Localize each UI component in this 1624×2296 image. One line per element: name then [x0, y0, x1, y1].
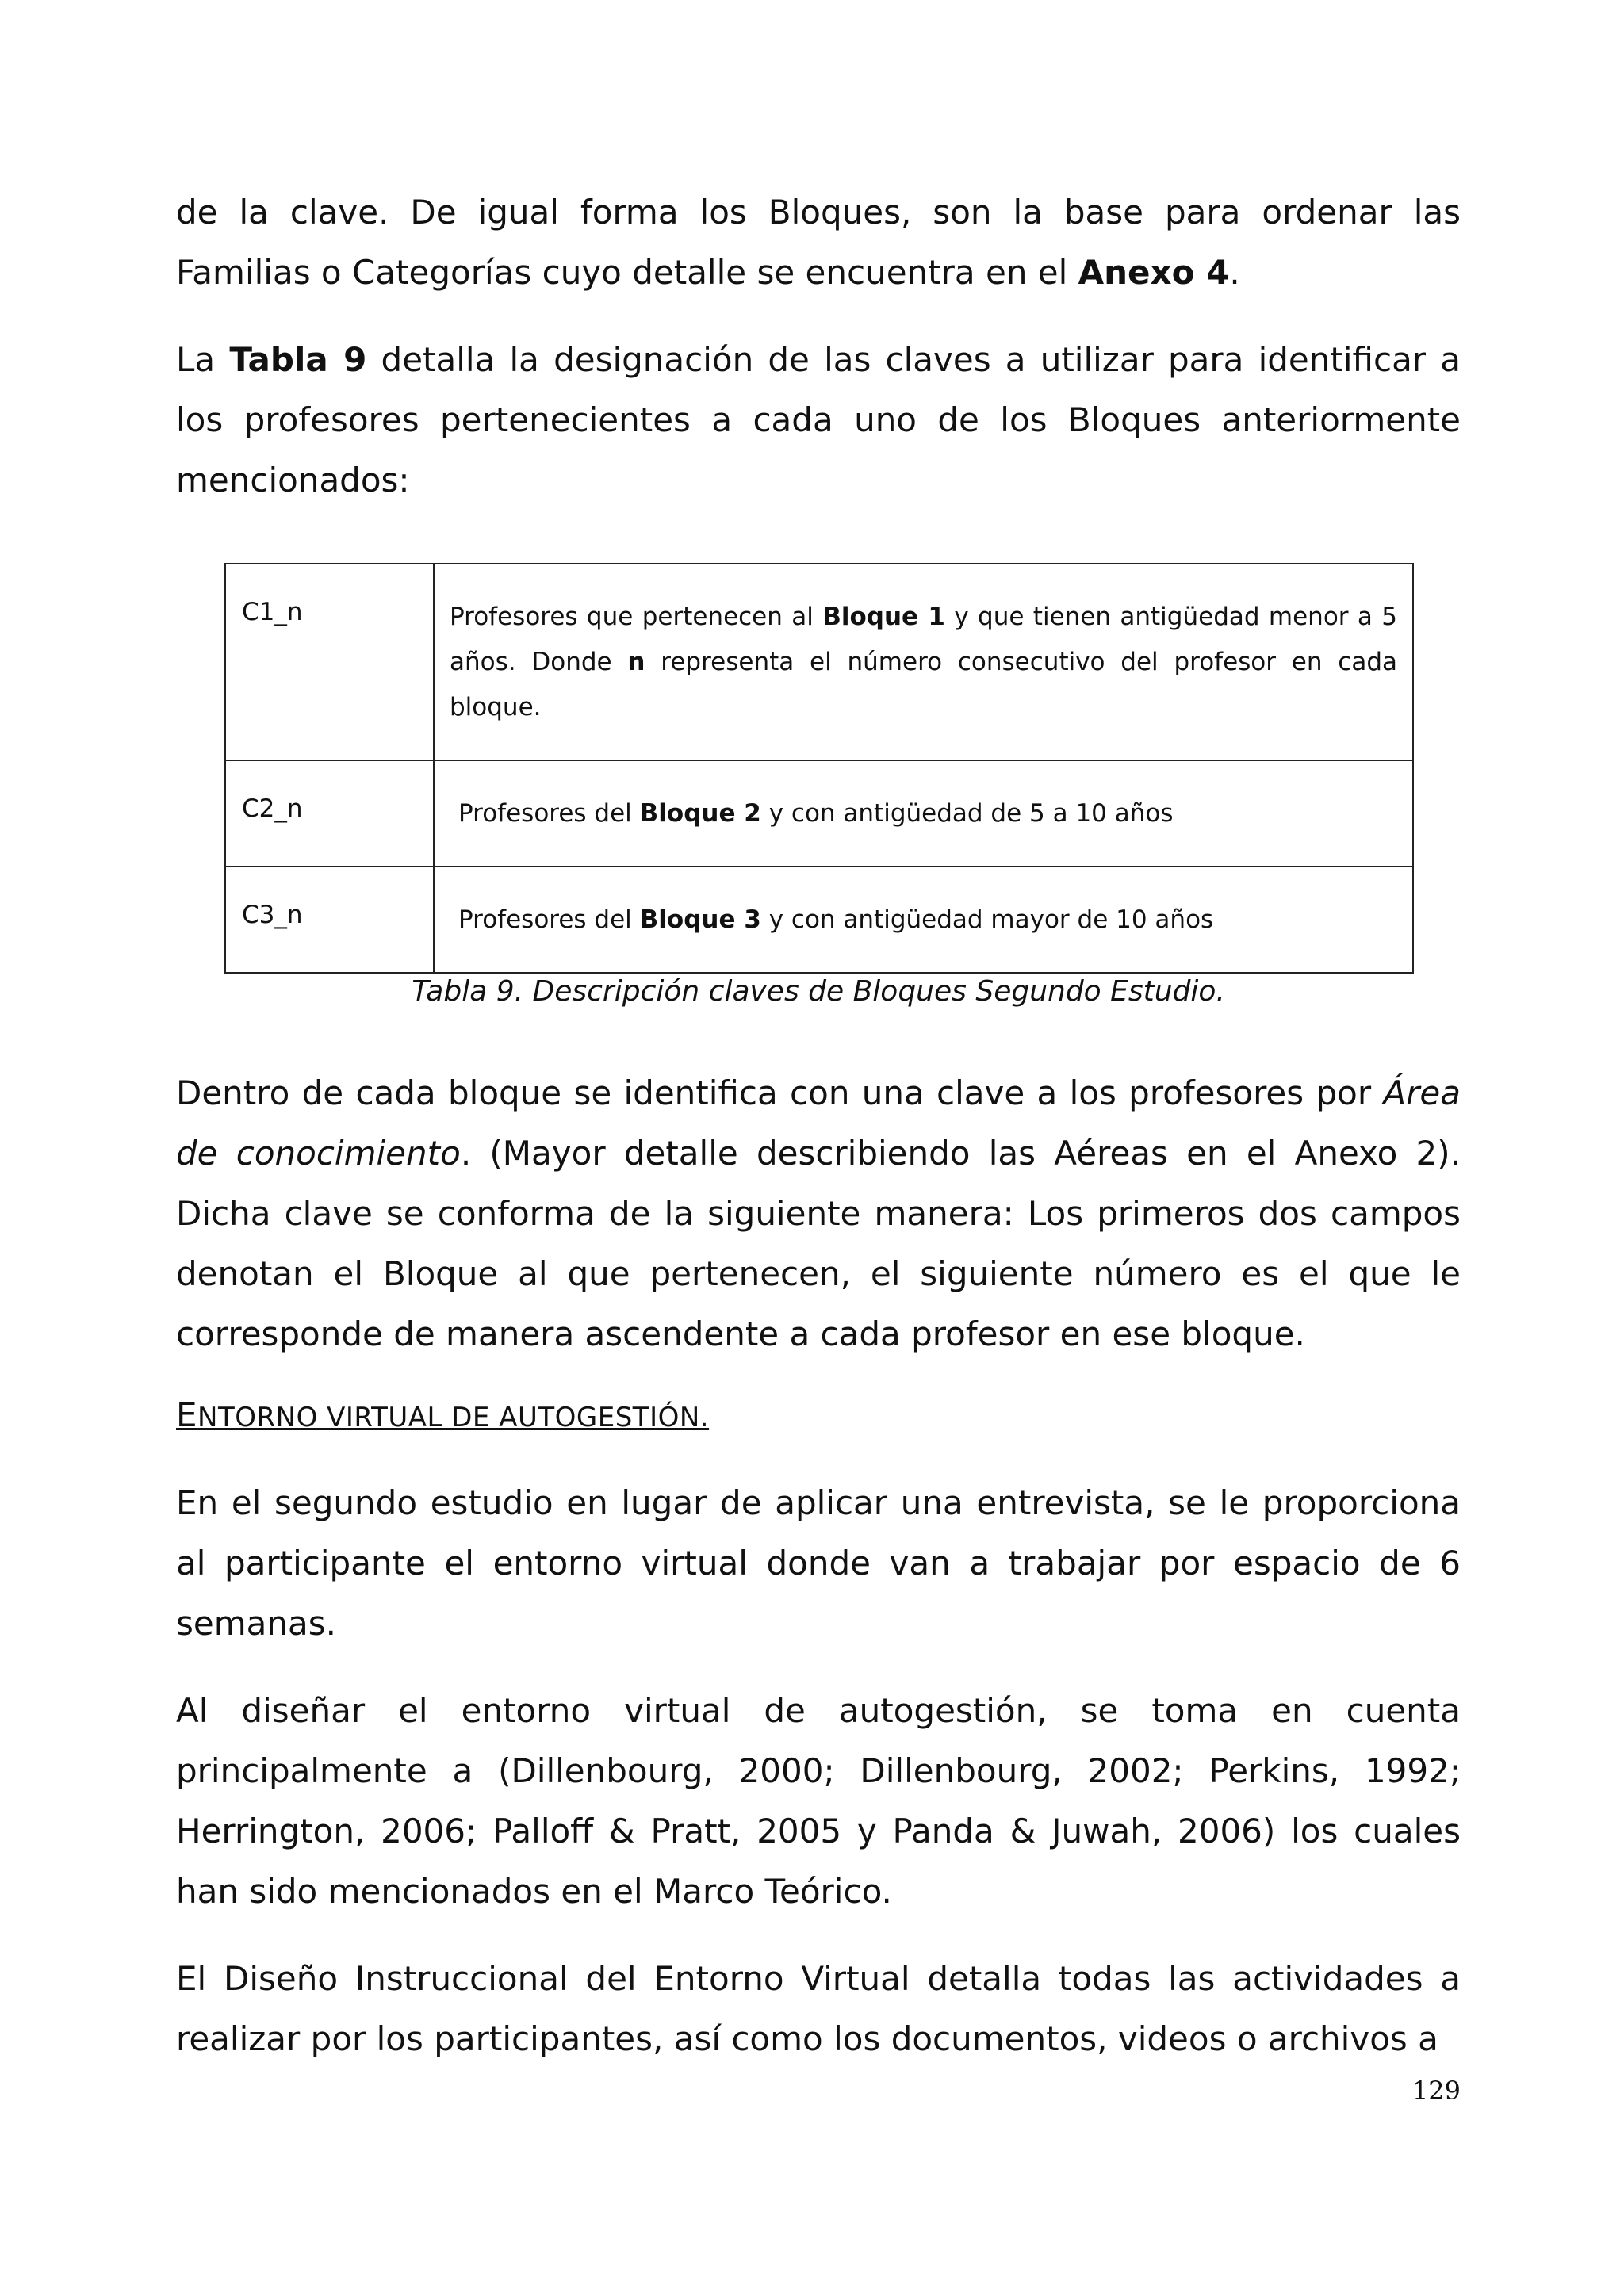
cell-text: y que tienen antigüedad menor a 5 años. Donde	[450, 603, 1397, 676]
table-cell-code: C2_n	[225, 760, 434, 867]
table-cell-description	[434, 564, 1413, 760]
table-row	[225, 867, 1413, 973]
paragraph-text: .	[1229, 253, 1240, 292]
cell-text: y con antigüedad mayor de 10 años	[760, 905, 1214, 934]
cell-bold-text: Bloque 3	[639, 905, 761, 934]
heading-text: NTORNO VIRTUAL DE AUTOGESTIÓN.	[197, 1402, 710, 1433]
table-cell-description	[434, 760, 1413, 867]
bold-reference: Tabla 9	[229, 340, 367, 379]
paragraph-text: de la clave. De igual forma los Bloques, son la base para ordenar las Familias o Categorías cuyo detalle se encuentra en el	[176, 193, 1461, 292]
table-row	[225, 760, 1413, 867]
italic-term: Área de conocimiento	[176, 1073, 1461, 1173]
section-heading	[176, 1391, 1461, 1441]
table-container	[224, 563, 1414, 974]
page-number: 129	[1411, 2076, 1461, 2106]
paragraph-instructional-design: El Diseño Instruccional del Entorno Virtual detalla todas las actividades a realizar por los participantes, así como los documentos, videos o archivos a	[176, 1959, 1461, 2058]
cell-text: y con antigüedad de 5 a 10 años	[760, 799, 1174, 828]
table-row	[225, 564, 1413, 760]
paragraph-text: . (Mayor detalle describiendo las Aéreas en el Anexo 2). Dicha clave se conforma de la siguiente manera: Los primeros dos campos denotan el Bloque al que pertenecen, el siguiente número es el que le corresponde de manera ascendente a cada profesor en ese bloque.	[176, 1134, 1461, 1353]
cell-text: representa el número consecutivo del profesor en cada bloque.	[450, 648, 1398, 721]
cell-text: Profesores del	[458, 905, 640, 934]
paragraph-text: Dentro de cada bloque se identifica con una clave a los profesores por	[176, 1073, 1384, 1112]
table-cell-code: C3_n	[225, 867, 434, 973]
table-caption: Tabla 9. Descripción claves de Bloques Segundo Estudio.	[412, 975, 1225, 1008]
cell-bold-text: Bloque 1	[822, 603, 945, 631]
bold-reference: Anexo 4	[1078, 253, 1230, 292]
paragraph-area-key	[176, 1063, 1461, 1364]
paragraph-design-references: Al diseñar el entorno virtual de autogestión, se toma en cuenta principalmente a (Dillenbourg, 2000; Dillenbourg, 2002; Perkins, 1992; Herrington, 2006; Palloff & Pratt, 2005 y Panda & Juwah, 2006) los cuales han sido mencionados en el Marco Teórico.	[176, 1691, 1461, 1911]
cell-text: Profesores que pertenecen al	[450, 603, 823, 631]
table-cell-description	[434, 867, 1413, 973]
cell-bold-text: Bloque 2	[639, 799, 761, 828]
paragraph-text: detalla la designación de las claves a utilizar para identificar a los profesores pertenecientes a cada uno de los Bloques anteriormente mencionados:	[176, 340, 1461, 499]
paragraph-second-study: En el segundo estudio en lugar de aplicar una entrevista, se le proporciona al participante el entorno virtual donde van a trabajar por espacio de 6 semanas.	[176, 1483, 1461, 1643]
heading-initial: E	[176, 1395, 198, 1434]
paragraph-table-intro	[176, 330, 1461, 511]
keys-table	[224, 563, 1414, 974]
paragraph-text: La	[176, 340, 230, 379]
document-page	[176, 182, 1461, 2096]
cell-bold-text: n	[627, 648, 645, 676]
paragraph-intro	[176, 182, 1461, 303]
table-cell-code: C1_n	[225, 564, 434, 760]
cell-text: Profesores del	[458, 799, 640, 828]
